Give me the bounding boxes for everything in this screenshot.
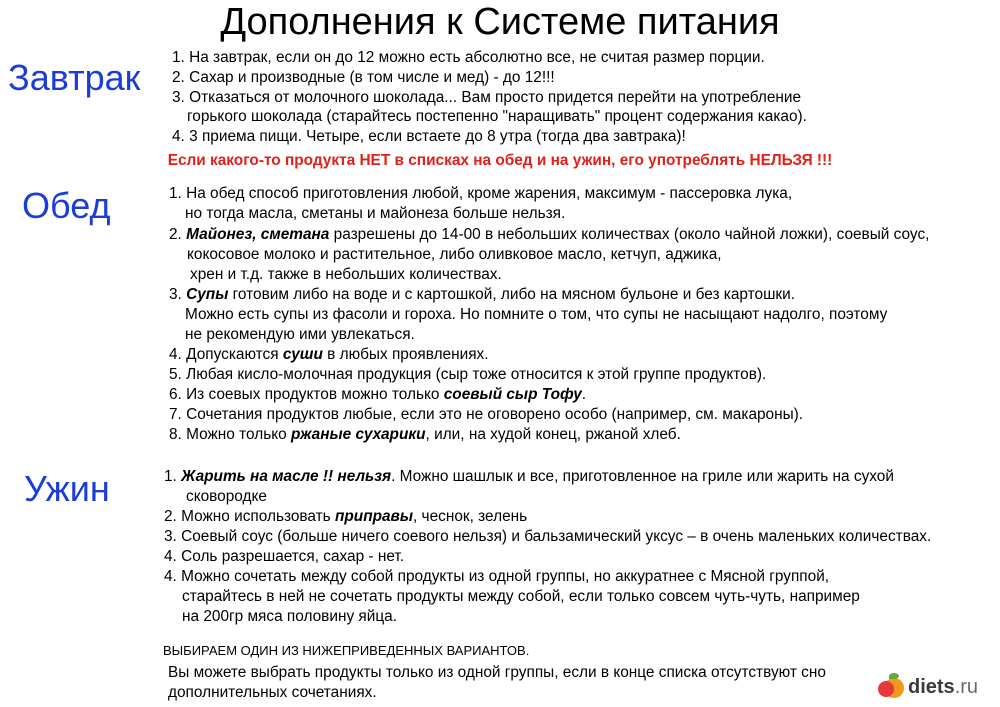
- text-run: . Можно шашлык и все, приготовленное на гриле или жарить на сухой: [391, 468, 894, 485]
- lunch-line: [169, 184, 792, 204]
- watermark-text: [908, 676, 978, 699]
- breakfast-line: [172, 48, 765, 68]
- lunch-line: [185, 305, 887, 325]
- text-run: не рекомендую ими увлекаться.: [185, 326, 415, 343]
- text-run: 8. Можно только: [169, 426, 291, 443]
- lunch-line: [187, 245, 722, 265]
- breakfast-line: [187, 107, 807, 127]
- text-run: 4. Можно сочетать между собой продукты из одной группы, но аккуратнее с Мясной группой,: [164, 568, 830, 585]
- text-run: в любых проявлениях.: [322, 346, 489, 363]
- breakfast-line: [172, 88, 801, 108]
- text-run: дополнительных сочетаниях.: [168, 684, 377, 701]
- text-run: 6. Из соевых продуктов можно только: [169, 386, 444, 403]
- text-run: Супы: [186, 286, 229, 303]
- text-run: 1. На обед способ приготовления любой, кроме жарения, максимум - пассеровка лука,: [169, 185, 793, 202]
- lunch-line: [169, 365, 766, 385]
- section-heading-breakfast: Завтрак: [8, 57, 141, 98]
- text-run: старайтесь в ней не сочетать продукты между собой, если только совсем чуть-чуть, например: [182, 588, 860, 605]
- text-run: суши: [282, 346, 323, 363]
- lunch-line: [190, 265, 502, 285]
- text-run: на 200гр мяса половину яйца.: [182, 608, 398, 625]
- lunch-line: [185, 325, 415, 345]
- section-heading-lunch: Обед: [22, 185, 111, 226]
- text-run: 5. Любая кисло-молочная продукция (сыр тоже относится к этой группе продуктов).: [169, 366, 767, 383]
- text-run: приправы: [334, 508, 413, 525]
- text-run: но тогда масла, сметаны и майонеза больше нельзя.: [185, 205, 566, 222]
- page-title: Дополнения к Системе питания: [220, 1, 780, 43]
- footer-line: [168, 663, 826, 683]
- dinner-line: [164, 527, 931, 547]
- warning-text: Если какого-то продукта НЕТ в списках на обед и на ужин, его употреблять НЕЛЬЗЯ !!!: [167, 152, 833, 169]
- dinner-line: [164, 567, 829, 587]
- text-run: сковородке: [186, 488, 267, 505]
- text-run: 4. Допускаются: [169, 346, 283, 363]
- dinner-line: [164, 507, 527, 527]
- text-run: , чеснок, зелень: [413, 508, 528, 525]
- dinner-line: [164, 467, 894, 487]
- lunch-line: [169, 425, 681, 445]
- text-run: хрен и т.д. также в небольших количествах.: [190, 266, 502, 283]
- dinner-line: [164, 547, 404, 567]
- watermark-brand: diets: [908, 675, 955, 698]
- text-run: .: [581, 386, 587, 403]
- text-run: 1. На завтрак, если он до 12 можно есть абсолютно все, не считая размер порции.: [172, 49, 765, 66]
- lunch-line: [169, 405, 803, 425]
- text-run: ВЫБИРАЕМ ОДИН ИЗ НИЖЕПРИВЕДЕННЫХ ВАРИАНТОВ.: [163, 643, 530, 658]
- footer-line: [163, 643, 529, 659]
- text-run: 1.: [164, 468, 182, 485]
- watermark-tld: .ru: [954, 675, 979, 698]
- text-run: готовим либо на воде и с картошкой, либо на мясном бульоне и без картошки.: [228, 286, 796, 303]
- text-run: Жарить на масле !! нельзя: [181, 468, 392, 485]
- dinner-line: [186, 487, 267, 507]
- lunch-line: [169, 225, 929, 245]
- breakfast-line: [172, 127, 686, 147]
- lunch-line: [185, 204, 565, 224]
- text-run: 2. Можно использовать: [164, 508, 335, 525]
- section-heading-dinner: Ужин: [24, 468, 110, 509]
- text-run: кокосовое молоко и растительное, либо оливковое масло, кетчуп, аджика,: [187, 246, 722, 263]
- text-run: горького шоколада (старайтесь постепенно "наращивать" процент содержания какао).: [187, 108, 807, 125]
- dinner-line: [182, 587, 860, 607]
- fruit-logo-icon: [876, 672, 906, 702]
- text-run: Можно есть супы из фасоли и гороха. Но помните о том, что супы не насыщают надолго, поэтому: [185, 306, 888, 323]
- lunch-line: [169, 345, 489, 365]
- text-run: 2. Сахар и производные (в том числе и мед) - до 12!!!: [172, 69, 555, 86]
- text-run: ржаные сухарики: [290, 426, 426, 443]
- text-run: , или, на худой конец, ржаной хлеб.: [425, 426, 681, 443]
- text-run: разрешены до 14-00 в небольших количествах (около чайной ложки), соевый соус,: [329, 226, 930, 243]
- text-run: Майонез, сметана: [186, 226, 330, 243]
- text-run: 3. Отказаться от молочного шоколада... Вам просто придется перейти на употребление: [172, 89, 802, 106]
- text-run: 2.: [169, 226, 187, 243]
- breakfast-line: [172, 68, 555, 88]
- text-run: Вы можете выбрать продукты только из одной группы, если в конце списка отсутствуют сно: [168, 664, 826, 681]
- lunch-line: [169, 285, 795, 305]
- text-run: 3. Соевый соус (больше ничего соевого нельзя) и бальзамический уксус – в очень маленьких количествах.: [164, 528, 932, 545]
- text-run: 4. Соль разрешается, сахар - нет.: [164, 548, 404, 565]
- text-run: 7. Сочетания продуктов любые, если это не оговорено особо (например, см. макароны).: [169, 406, 804, 423]
- text-run: 4. 3 приема пищи. Четыре, если встаете до 8 утра (тогда два завтрака)!: [172, 128, 686, 145]
- diets-watermark: [876, 672, 978, 702]
- lunch-line: [169, 385, 586, 405]
- text-run: соевый сыр Тофу: [443, 386, 582, 403]
- dinner-line: [182, 607, 397, 627]
- footer-line: [168, 683, 377, 703]
- text-run: 3.: [169, 286, 187, 303]
